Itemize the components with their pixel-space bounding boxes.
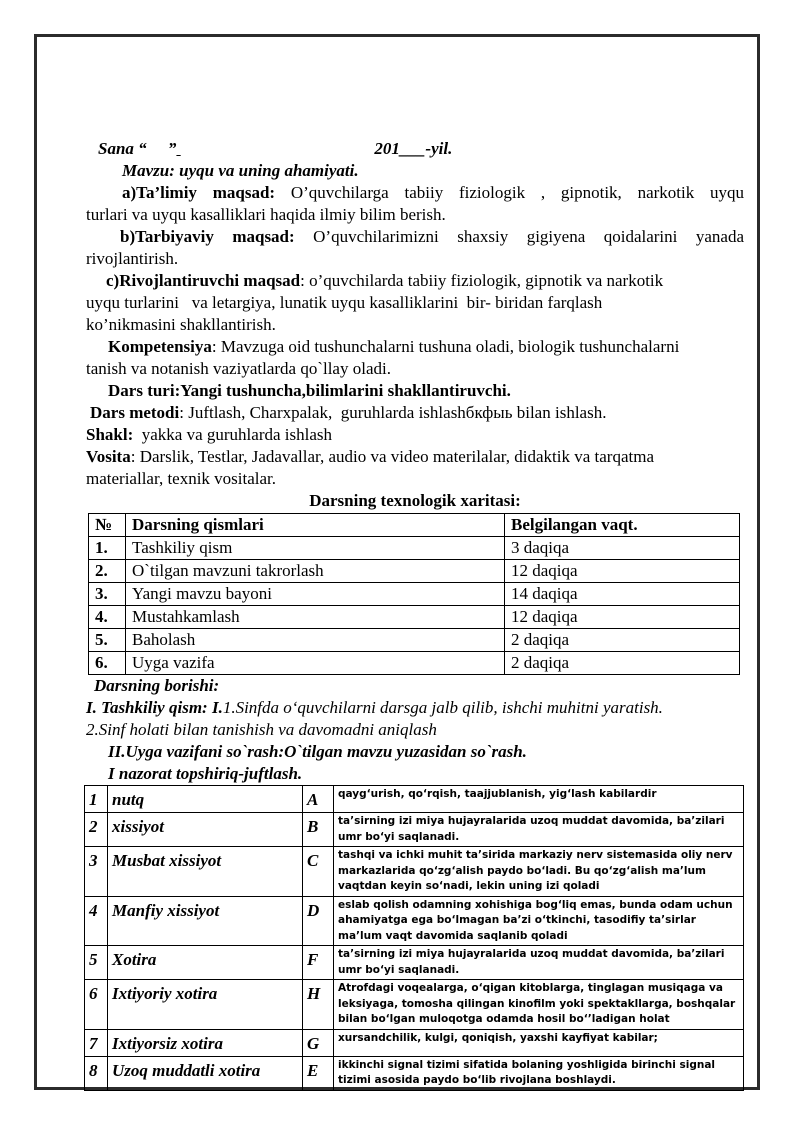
borishi-line2: 2.Sinf holati bilan tanishish va davomadni aniqlash <box>86 720 437 739</box>
match-number: 8 <box>85 1056 108 1090</box>
row-number: 5. <box>89 629 126 652</box>
lesson-plan <box>86 138 744 1091</box>
header-cell: № <box>89 514 126 537</box>
borishi-line4: I nazorat topshiriq-juftlash. <box>108 764 303 783</box>
row-part: Yangi mavzu bayoni <box>126 583 505 606</box>
row-time: 12 daqiqa <box>505 606 740 629</box>
row-part: O`tilgan mavzuni takrorlash <box>126 560 505 583</box>
match-term: Musbat xissiyot <box>108 847 303 897</box>
matching-row <box>85 786 744 813</box>
dars-metodi-text: : Juftlash, Charxpalak, guruhlarda ishlashбкфыь bilan ishlash. <box>179 403 607 422</box>
match-definition: Atrofdagi voqealarga, o‘qigan kitoblarga, tinglagan musiqaga va leksiyaga, tomosha qilingan kinofilm yoki spektakllarga, boshqalar bilan bo‘lgan muloqotga odamda hosil bo‘’ladigan holat <box>334 980 744 1030</box>
goal-rivojlantiruvchi-cont: uyqu turlarini va letargiya, lunatik uyqu kasalliklarini bir- biridan farqlash <box>86 293 603 312</box>
date-year: 201___-yil. <box>374 139 453 158</box>
row-number: 1. <box>89 537 126 560</box>
row-part: Tashkiliy qism <box>126 537 505 560</box>
goal-tarbiyaviy-label: b)Tarbiyaviy maqsad: <box>120 227 295 246</box>
matching-row <box>85 1056 744 1090</box>
date-quotes: “ ” <box>138 139 177 158</box>
match-letter: A <box>303 786 334 813</box>
goal-talimiy <box>86 182 744 204</box>
date-label: Sana <box>98 139 134 158</box>
match-number: 5 <box>85 946 108 980</box>
row-number: 3. <box>89 583 126 606</box>
shakl <box>86 424 744 446</box>
match-letter: C <box>303 847 334 897</box>
match-letter: F <box>303 946 334 980</box>
matching-row <box>85 813 744 847</box>
table-header-row <box>89 514 740 537</box>
vosita-cont: materiallar, texnik vositalar. <box>86 469 277 488</box>
matching-row <box>85 980 744 1030</box>
match-number: 7 <box>85 1029 108 1056</box>
kompetensiya <box>86 336 744 358</box>
goal-talimiy-cont: turlari va uyqu kasalliklari haqida ilmiy bilim berish. <box>86 205 446 224</box>
matching-row <box>85 896 744 946</box>
tech-map-title: Darsning texnologik xaritasi: <box>309 491 521 510</box>
kompetensiya-label: Kompetensiya <box>108 337 212 356</box>
lesson-topic: Mavzu: uyqu va uning ahamiyati. <box>122 161 359 180</box>
table-row <box>89 583 740 606</box>
matching-row <box>85 847 744 897</box>
header-cell: Belgilangan vaqt. <box>505 514 740 537</box>
row-part: Baholash <box>126 629 505 652</box>
borishi-line1-bold: I. Tashkiliy qism: I. <box>86 698 223 717</box>
table-row <box>89 606 740 629</box>
goal-rivojlantiruvchi-cont2: ko’nikmasini shakllantirish. <box>86 315 276 334</box>
goal-tarbiyaviy-cont: rivojlantirish. <box>86 249 179 268</box>
match-term: xissiyot <box>108 813 303 847</box>
dars-metodi-label: Dars metodi <box>90 403 180 422</box>
vosita-text: : Darslik, Testlar, Jadavallar, audio va video materilalar, didaktik va tarqatma <box>130 447 654 466</box>
shakl-text: yakka va guruhlarda ishlash <box>133 425 332 444</box>
table-row <box>89 629 740 652</box>
row-time: 12 daqiqa <box>505 560 740 583</box>
borishi-line3: II.Uyga vazifani so`rash:O`tilgan mavzu yuzasidan so`rash. <box>108 742 527 761</box>
match-number: 6 <box>85 980 108 1030</box>
goal-tarbiyaviy <box>86 226 744 248</box>
match-term: nutq <box>108 786 303 813</box>
tech-map-table <box>88 513 740 675</box>
match-definition: ta’sirning izi miya hujayralarida uzoq muddat davomida, ba’zilari umr bo‘yi saqlanadi. <box>334 813 744 847</box>
match-letter: B <box>303 813 334 847</box>
goal-rivojlantiruvchi <box>86 270 744 292</box>
match-number: 3 <box>85 847 108 897</box>
row-time: 2 daqiqa <box>505 629 740 652</box>
table-row <box>89 560 740 583</box>
shakl-label: Shakl: <box>86 425 134 444</box>
kompetensiya-text: : Mavzuga oid tushunchalarni tushuna oladi, biologik tushunchalarni <box>211 337 680 356</box>
dars-turi: Dars turi:Yangi tushuncha,bilimlarini shakllantiruvchi. <box>108 381 511 400</box>
matching-row <box>85 946 744 980</box>
kompetensiya-cont: tanish va notanish vaziyatlarda qo`llay oladi. <box>86 359 391 378</box>
header-cell: Darsning qismlari <box>126 514 505 537</box>
goal-rivojlantiruvchi-text: : o’quvchilarda tabiiy fiziologik, gipnotik va narkotik <box>300 271 664 290</box>
row-time: 3 daqiqa <box>505 537 740 560</box>
row-number: 4. <box>89 606 126 629</box>
match-number: 4 <box>85 896 108 946</box>
match-term: Manfiy xissiyot <box>108 896 303 946</box>
match-definition: ikkinchi signal tizimi sifatida bolaning yoshligida birinchi signal tizimi asosida paydo bo‘lib rivojlana boshlaydi. <box>334 1056 744 1090</box>
match-letter: E <box>303 1056 334 1090</box>
table-row <box>89 537 740 560</box>
match-letter: D <box>303 896 334 946</box>
row-number: 2. <box>89 560 126 583</box>
match-term: Ixtiyoriy xotira <box>108 980 303 1030</box>
vosita <box>86 446 744 468</box>
dars-metodi <box>86 402 744 424</box>
match-term: Uzoq muddatli xotira <box>108 1056 303 1090</box>
match-letter: H <box>303 980 334 1030</box>
match-definition: tashqi va ichki muhit ta’sirida markaziy nerv sistemasida oliy nerv markazlarida qo‘zg‘alish paydo bo‘ladi. Bu qo‘zg‘alish ma’lum vaqtdan keyin so‘nadi, lekin uning izi qoladi <box>334 847 744 897</box>
goal-tarbiyaviy-text: O’quvchilarimizni shaxsiy gigiyena qoidalarini yanada <box>313 227 744 246</box>
row-number: 6. <box>89 652 126 675</box>
match-number: 1 <box>85 786 108 813</box>
borishi-line1-rest: 1.Sinfda o‘quvchilarni darsga jalb qilib, ishchi muhitni yaratish. <box>222 698 663 717</box>
match-definition: ta’sirning izi miya hujayralarida uzoq muddat davomida, ba’zilari umr bo‘yi saqlanadi. <box>334 946 744 980</box>
match-definition: qayg‘urish, qo‘rqish, taajjublanish, yig‘lash kabilardir <box>334 786 744 813</box>
table-row <box>89 652 740 675</box>
date-blank <box>176 138 374 160</box>
row-part: Mustahkamlash <box>126 606 505 629</box>
borishi-title: Darsning borishi: <box>94 676 220 695</box>
vosita-label: Vosita <box>86 447 131 466</box>
match-term: Xotira <box>108 946 303 980</box>
match-number: 2 <box>85 813 108 847</box>
date-line <box>86 138 744 160</box>
matching-row <box>85 1029 744 1056</box>
goal-talimiy-label: a)Ta’limiy maqsad: <box>122 183 276 202</box>
row-time: 14 daqiqa <box>505 583 740 606</box>
match-definition: xursandchilik, kulgi, qoniqish, yaxshi kayfiyat kabilar; <box>334 1029 744 1056</box>
matching-table <box>84 785 744 1091</box>
goal-rivojlantiruvchi-label: c)Rivojlantiruvchi maqsad <box>106 271 301 290</box>
goal-talimiy-text: O’quvchilarga tabiiy fiziologik , gipnotik, narkotik uyqu <box>290 183 745 202</box>
match-term: Ixtiyorsiz xotira <box>108 1029 303 1056</box>
borishi-line1 <box>86 697 744 719</box>
row-part: Uyga vazifa <box>126 652 505 675</box>
row-time: 2 daqiqa <box>505 652 740 675</box>
match-letter: G <box>303 1029 334 1056</box>
match-definition: eslab qolish odamning xohishiga bog‘liq emas, bunda odam uchun ahamiyatga ega bo‘lmagan ba’zi o‘tkinchi, tasodifiy ta’sirlar ma’lum vaqt davomida saqlanib qoladi <box>334 896 744 946</box>
